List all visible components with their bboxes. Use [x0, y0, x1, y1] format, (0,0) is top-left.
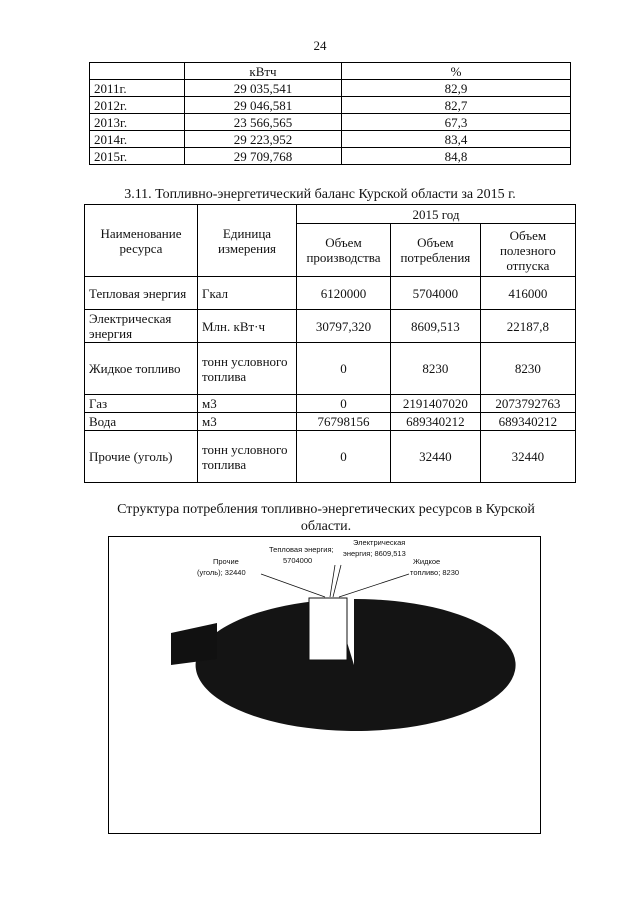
resource-name-cell: Электрическая энергия	[85, 310, 198, 343]
supply-header: Объем полезного отпуска	[480, 224, 575, 277]
resource-name-header: Наименование ресурса	[85, 205, 198, 277]
data-label-zhidkoe-1: Жидкое	[413, 557, 441, 566]
section-title: 3.11. Топливно-энергетический баланс Курской области за 2015 г.	[124, 187, 516, 202]
unit-cell: тонн условного топлива	[198, 343, 297, 395]
percent-cell: 84,8	[342, 148, 571, 165]
percent-cell: 67,3	[342, 114, 571, 131]
year-cell: 2015г.	[90, 148, 185, 165]
chart-caption: Структура потребления топливно-энергетических ресурсов в Курской области.	[117, 502, 535, 534]
table-row	[85, 395, 576, 413]
year-cell: 2014г.	[90, 131, 185, 148]
production-cell: 0	[297, 431, 391, 483]
consumption-cell: 5704000	[390, 277, 480, 310]
unit-header: Единица измерения	[198, 205, 297, 277]
table-row	[90, 114, 571, 131]
percent-cell: 83,4	[342, 131, 571, 148]
table-row	[90, 131, 571, 148]
kwh-cell: 29 046,581	[185, 97, 342, 114]
unit-cell: Млн. кВт·ч	[198, 310, 297, 343]
production-cell: 6120000	[297, 277, 391, 310]
kwh-cell: 29 035,541	[185, 80, 342, 97]
supply-cell: 32440	[480, 431, 575, 483]
year-cell: 2011г.	[90, 80, 185, 97]
data-label-prochie-2: (уголь); 32440	[197, 568, 246, 577]
supply-cell: 689340212	[480, 413, 575, 431]
kwh-cell: 23 566,565	[185, 114, 342, 131]
pie-chart	[108, 536, 541, 834]
table-header-row	[90, 63, 571, 80]
table-row	[85, 431, 576, 483]
table-header-cell	[90, 63, 185, 80]
resource-name-cell: Прочие (уголь)	[85, 431, 198, 483]
year-cell: 2013г.	[90, 114, 185, 131]
resource-name-cell: Жидкое топливо	[85, 343, 198, 395]
production-cell: 30797,320	[297, 310, 391, 343]
table-row	[85, 413, 576, 431]
kwh-cell: 29 709,768	[185, 148, 342, 165]
leader-line-zhidkoe	[339, 574, 409, 597]
data-label-prochie-1: Прочие	[213, 557, 239, 566]
pie-slice-gas	[196, 599, 516, 731]
table-row	[90, 80, 571, 97]
energy-production-table	[89, 62, 571, 165]
page-number: 24	[313, 38, 327, 53]
pie-chart-canvas	[109, 537, 540, 833]
pie-slice-prochie	[171, 623, 217, 665]
data-label-zhidkoe-2: топливо; 8230	[410, 568, 460, 577]
data-label-teplo-2: 5704000	[283, 556, 313, 565]
table-row	[90, 97, 571, 114]
supply-cell: 416000	[480, 277, 575, 310]
unit-cell: м3	[198, 395, 297, 413]
production-cell: 0	[297, 343, 391, 395]
table-row	[85, 277, 576, 310]
unit-cell: Гкал	[198, 277, 297, 310]
supply-cell: 22187,8	[480, 310, 575, 343]
table-row	[85, 310, 576, 343]
resource-name-cell: Газ	[85, 395, 198, 413]
kwh-cell: 29 223,952	[185, 131, 342, 148]
production-cell: 0	[297, 395, 391, 413]
year-header: 2015 год	[297, 205, 576, 224]
table-row	[85, 343, 576, 395]
table-header-cell: %	[342, 63, 571, 80]
table-header-row	[85, 205, 576, 224]
resource-name-cell: Вода	[85, 413, 198, 431]
data-label-electro-2: энергия; 8609,513	[343, 549, 406, 558]
production-cell: 76798156	[297, 413, 391, 431]
unit-cell: тонн условного топлива	[198, 431, 297, 483]
supply-cell: 2073792763	[480, 395, 575, 413]
leader-line-prochie	[261, 574, 325, 597]
year-cell: 2012г.	[90, 97, 185, 114]
table-header-cell: кВтч	[185, 63, 342, 80]
consumption-cell: 8230	[390, 343, 480, 395]
table-row	[90, 148, 571, 165]
unit-cell: м3	[198, 413, 297, 431]
data-label-electro-1: Электрическая	[353, 538, 406, 547]
production-header: Объем производства	[297, 224, 391, 277]
consumption-cell: 2191407020	[390, 395, 480, 413]
resource-name-cell: Тепловая энергия	[85, 277, 198, 310]
supply-cell: 8230	[480, 343, 575, 395]
percent-cell: 82,7	[342, 97, 571, 114]
percent-cell: 82,9	[342, 80, 571, 97]
consumption-cell: 8609,513	[390, 310, 480, 343]
fuel-energy-balance-table	[84, 204, 576, 483]
consumption-cell: 32440	[390, 431, 480, 483]
consumption-header: Объем потребления	[390, 224, 480, 277]
data-label-teplo-1: Тепловая энергия;	[269, 545, 334, 554]
pie-slice-gap	[309, 598, 347, 660]
consumption-cell: 689340212	[390, 413, 480, 431]
